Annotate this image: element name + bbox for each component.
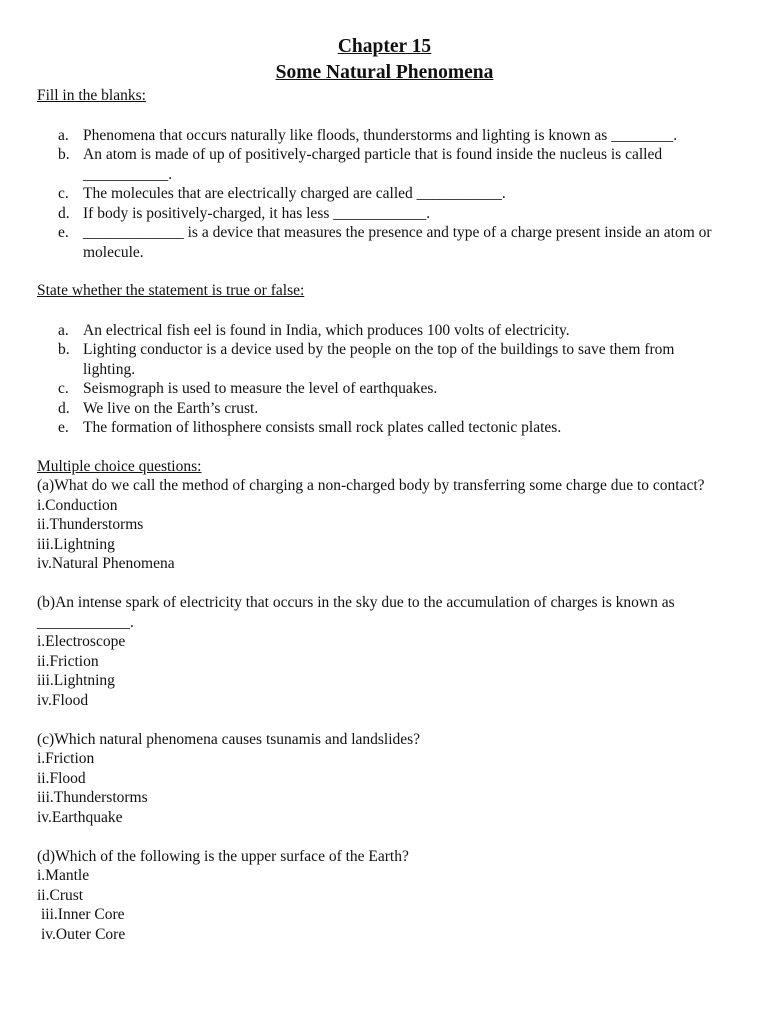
- option: iii.Thunderstorms: [37, 789, 148, 806]
- option: ii.Thunderstorms: [37, 516, 144, 533]
- option: iv.Outer Core: [41, 925, 126, 943]
- list-item: d. We live on the Earth’s crust.: [58, 399, 259, 417]
- option: ii.Crust: [37, 886, 84, 904]
- list-item: e. The formation of lithosphere consists small rock plates called tectonic plates.: [58, 419, 562, 436]
- option: iv.Earthquake: [37, 808, 123, 826]
- list-item: b. An atom is made of up of positively-charged particle that is found inside the nucleus is called ___________.: [58, 146, 663, 183]
- mcq-heading: Multiple choice questions:: [37, 457, 202, 475]
- option: i.Friction: [37, 750, 95, 767]
- document-page: [37, 34, 727, 944]
- chapter-title: [42, 34, 727, 60]
- option: ii.Flood: [37, 769, 86, 787]
- option: iv.Flood: [37, 691, 89, 709]
- mcq-question-b: [37, 593, 727, 710]
- fill-blanks-heading: Fill in the blanks:: [37, 87, 146, 104]
- option: i.Mantle: [37, 867, 90, 884]
- true-false-heading: State whether the statement is true or false:: [37, 282, 305, 299]
- option: iv.Natural Phenomena: [37, 555, 175, 572]
- chapter-subtitle-row: [42, 60, 727, 86]
- option: ii.Friction: [37, 652, 99, 670]
- mcq-question-a: [37, 476, 727, 574]
- list-item: c. The molecules that are electrically charged are called ___________.: [58, 185, 506, 202]
- option: i.Conduction: [37, 496, 118, 514]
- option: iii.Inner Core: [41, 906, 125, 923]
- mcq-question-d: [37, 847, 727, 945]
- true-false-list: [37, 321, 727, 438]
- question-text: (b)An intense spark of electricity that occurs in the sky due to the accumulation of charges is known as ____________.: [37, 594, 675, 631]
- question-text: (a)What do we call the method of charging a non-charged body by transferring some charge due to contact?: [37, 477, 705, 494]
- chapter-subtitle: Some Natural Phenomena: [275, 62, 494, 83]
- option: iii.Lightning: [37, 672, 115, 689]
- question-text: (d)Which of the following is the upper surface of the Earth?: [37, 847, 409, 865]
- list-item: e. _____________ is a device that measures the presence and type of a charge present inside an atom or molecule.: [58, 224, 712, 261]
- list-item: a. Phenomena that occurs naturally like floods, thunderstorms and lighting is known as ________.: [58, 126, 678, 144]
- question-text: (c)Which natural phenomena causes tsunamis and landslides?: [37, 730, 421, 748]
- option: iii.Lightning: [37, 535, 115, 553]
- option: i.Electroscope: [37, 633, 126, 650]
- list-item: a. An electrical fish eel is found in India, which produces 100 volts of electricity.: [58, 321, 570, 339]
- chapter-number: Chapter 15: [337, 36, 432, 57]
- fill-blanks-list: [37, 126, 727, 263]
- mcq-question-c: [37, 730, 727, 828]
- list-item: b. Lighting conductor is a device used by the people on the top of the buildings to save them from lighting.: [58, 341, 675, 378]
- list-item: c. Seismograph is used to measure the level of earthquakes.: [58, 380, 438, 397]
- list-item: d. If body is positively-charged, it has less ____________.: [58, 204, 431, 222]
